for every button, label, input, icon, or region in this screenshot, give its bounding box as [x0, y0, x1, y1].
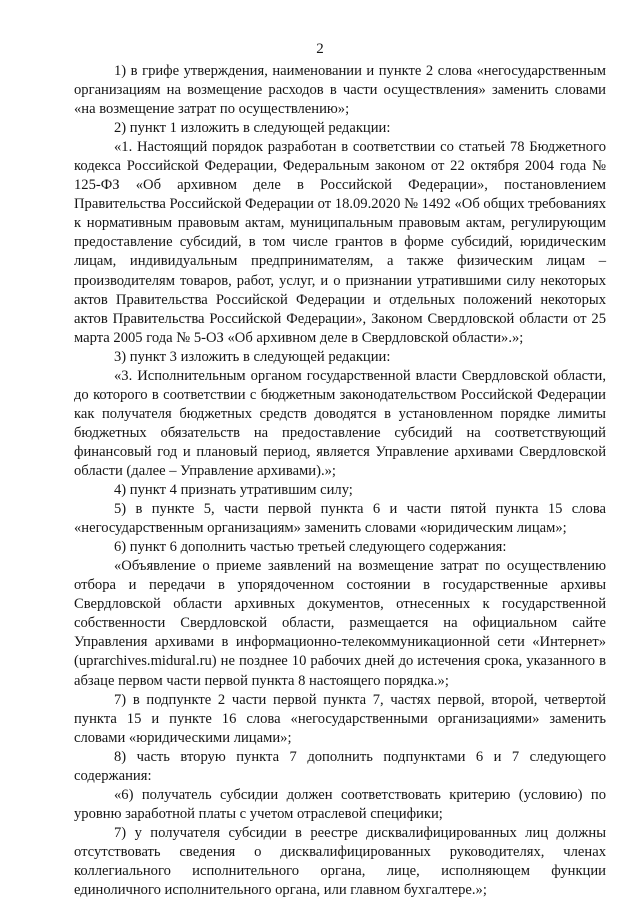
- paragraph-amendment-8: 8) часть вторую пункта 7 дополнить подпунктами 6 и 7 следующего содержания:: [74, 748, 606, 784]
- document-body: [74, 62, 606, 900]
- paragraph-new-subpoint-6: «6) получатель субсидии должен соответствовать критерию (условию) по уровню заработной платы с учетом отраслевой специфики;: [74, 786, 606, 822]
- page-number: 2: [316, 41, 324, 57]
- paragraph-amendment-5: 5) в пункте 5, части первой пункта 6 и части пятой пункта 15 слова «негосударственным организациям» заменить словами «юридическим лицам»;: [74, 501, 606, 537]
- paragraph-new-point-3: «3. Исполнительным органом государственной власти Свердловской области, до которого в соответствии с бюджетным законодательством Российской Федерации как получателя бюджетных средств доводятся в установленном порядке лимиты бюджетных обязательств на предоставление субсидий на соответствующий финансовый год и плановый период, является Управление архивами Свердловской области (далее – Управление архивами).»;: [74, 367, 606, 479]
- paragraph-amendment-1: 1) в грифе утверждения, наименовании и пункте 2 слова «негосударственным организациям на возмещение расходов в части осуществления» заменить словами «на возмещение затрат по осуществлению»;: [74, 63, 606, 118]
- paragraph-new-part-three: «Объявление о приеме заявлений на возмещение затрат по осуществлению отбора и передачи в упорядоченном состоянии в государственные архивы Свердловской области архивных документов, отнесенных к государственной собственности Свердловской области, размещается на официальном сайте Управления архивами в информационно-телекоммуникационной сети «Интернет» (uprarchives.midural.ru) не позднее 10 рабочих дней до истечения срока, указанного в абзаце первом части первой пункта 8 настоящего порядка.»;: [74, 558, 606, 689]
- paragraph-amendment-4: 4) пункт 4 признать утратившим силу;: [114, 482, 353, 499]
- paragraph-amendment-6: 6) пункт 6 дополнить частью третьей следующего содержания:: [114, 539, 507, 556]
- paragraph-new-subpoint-7: 7) у получателя субсидии в реестре дисквалифицированных лиц должны отсутствовать сведения о дисквалифицированных руководителях, членах коллегиального исполнительного органа, лице, исполняющем функции единоличного исполнительного органа, или главном бухгалтере.»;: [74, 824, 606, 899]
- paragraph-new-point-1: «1. Настоящий порядок разработан в соответствии со статьей 78 Бюджетного кодекса Российской Федерации, Федеральным законом от 22 октября 2004 года № 125-ФЗ «Об архивном деле в Российской Федерации», постановлением Правительства Российской Федерации от 18.09.2020 № 1492 «Об общих требованиях к нормативным правовым актам, муниципальным правовым актам, регулирующим предоставление субсидий, в том числе грантов в форме субсидий, юридическим лицам, индивидуальным предпринимателям, а также физическим лицам – производителям товаров, работ, услуг, и о признании утратившими силу некоторых актов Правительства Российской Федерации и отдельных положений некоторых актов Правительства Российской Федерации», Законом Свердловской области от 25 марта 2005 года № 5-ОЗ «Об архивном деле в Свердловской области».»;: [74, 139, 606, 346]
- paragraph-amendment-3: 3) пункт 3 изложить в следующей редакции:: [114, 348, 391, 365]
- paragraph-amendment-7: 7) в подпункте 2 части первой пункта 7, частях первой, второй, четвертой пункта 15 и пункте 16 слова «негосударственными организациями» заменить словами «юридическими лицами»;: [74, 691, 606, 746]
- paragraph-amendment-2: 2) пункт 1 изложить в следующей редакции:: [114, 120, 391, 137]
